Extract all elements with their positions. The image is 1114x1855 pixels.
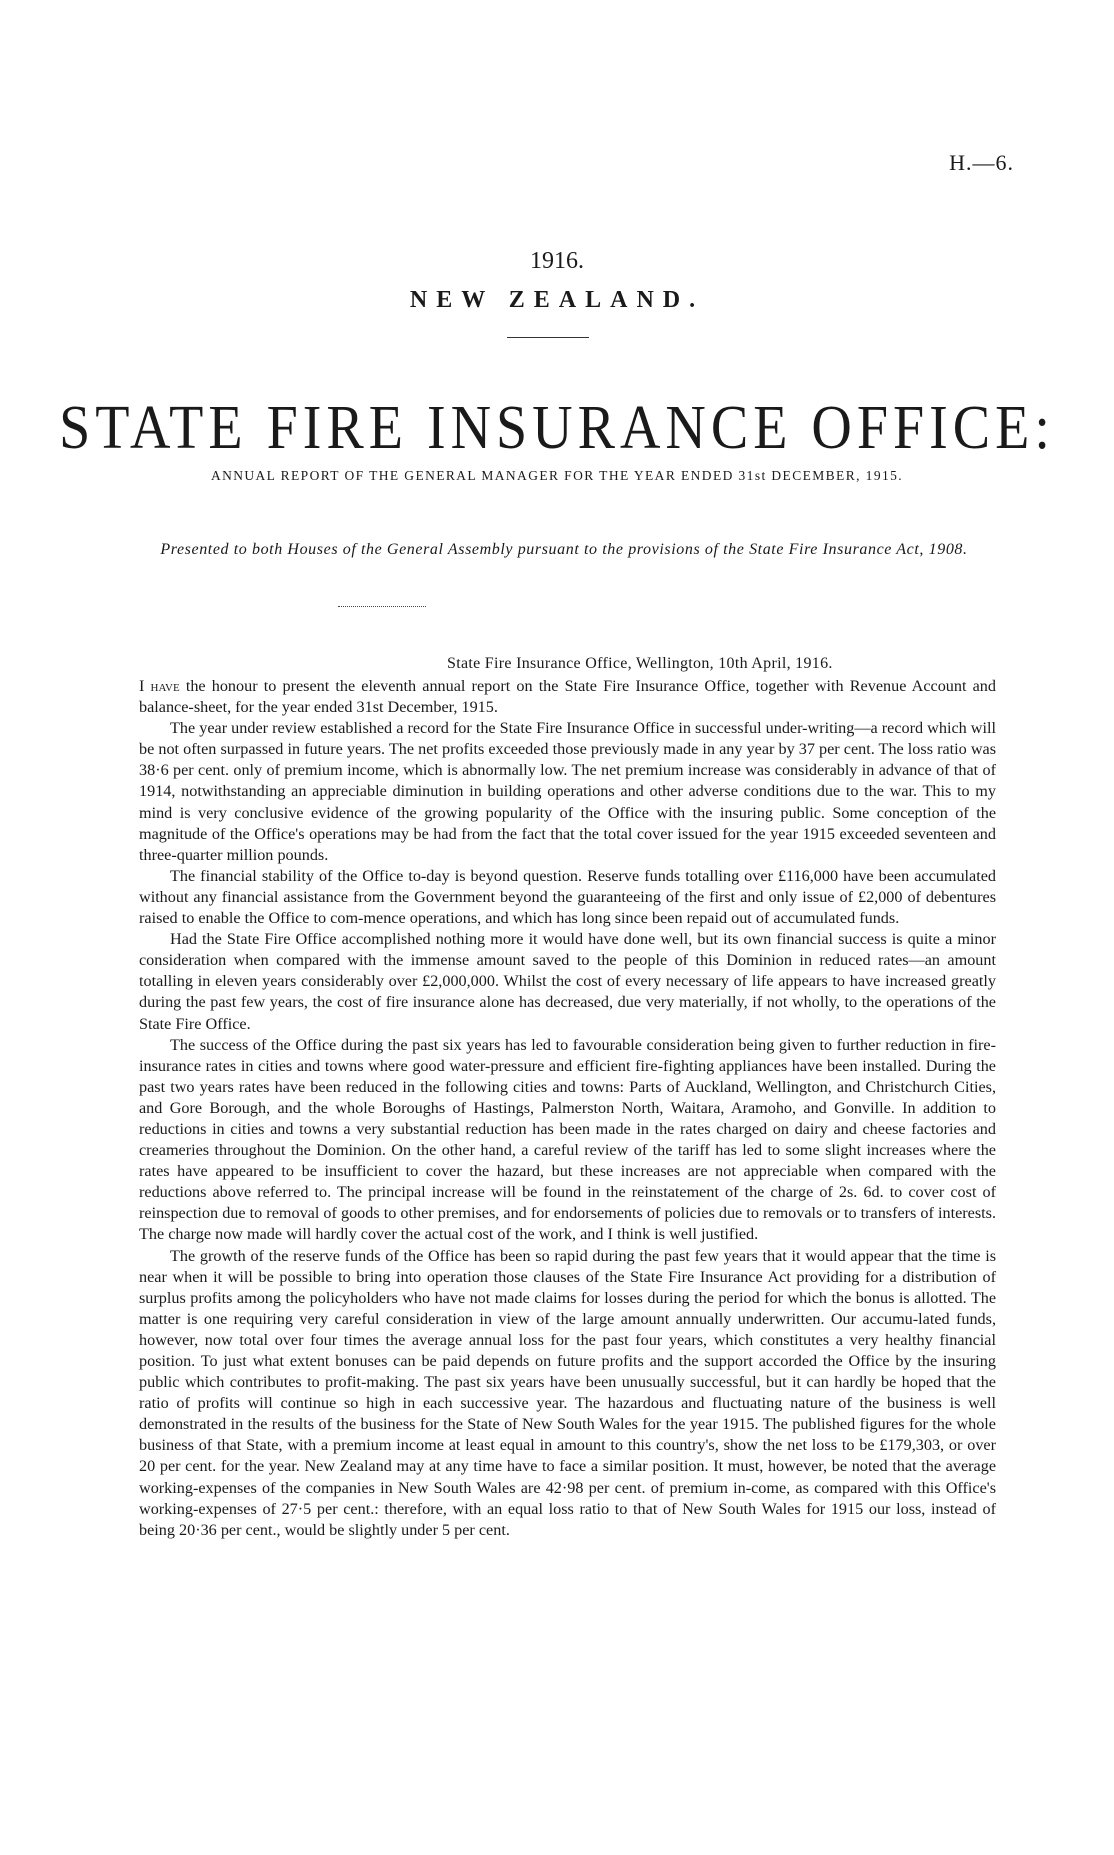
report-paragraph: The financial stability of the Office to-day is beyond question. Reserve funds totalling over £116,000 have been accumulated without any financial assistance from the Government beyond the guaranteeing of the first and only issue of £2,000 of debentures raised to enable the Office to com-mence operations, and which has long since been repaid out of accumulated funds.: [139, 866, 996, 928]
page-reference: H.—6.: [949, 150, 1014, 175]
presentation-note: Presented to both Houses of the General Assembly pursuant to the provisions of the State Fire Insurance Act, 1908.: [160, 541, 968, 558]
report-paragraph: The year under review established a record for the State Fire Insurance Office in successful under-writing—a record which will be not often surpassed in future years. The net profits exceeded those previously made in any year by 37 per cent. The loss ratio was 38·6 per cent. only of premium income, which is abnormally low. The net premium increase was considerably in advance of that of 1914, notwithstanding an appreciable diminution in building operations and other adverse conditions due to the war. This to my mind is very conclusive evidence of the growing popularity of the Office with the insuring public. Some conception of the magnitude of the Office's operations may be had from the fact that the total cover issued for the year 1915 exceeded seventeen and three-quarter million pounds.: [139, 719, 996, 864]
opening-words: I have: [139, 677, 180, 695]
report-paragraph: [139, 676, 996, 718]
report-paragraph: The growth of the reserve funds of the Office has been so rapid during the past few years that it would appear that the time is near when it will be possible to bring into operation those clauses of the State Fire Insurance Act providing for a distribution of surplus profits among the policyholders who have not made claims for losses during the period for which the bonus is allotted. The matter is one requiring very careful consideration in view of the large amount annually underwritten. Our accumu-lated funds, however, now total over four times the average annual loss for the past four years, which constitutes a very healthy financial position. To just what extent bonuses can be paid depends on future profits and the support accorded the Office by the insuring public which contributes to profit-making. The past six years have been unusually successful, but it can hardly be hoped that the ratio of profits will continue so high in each successive year. The hazardous and fluctuating nature of the business is well demonstrated in the results of the business for the State of New South Wales for the year 1915. The published figures for the whole business of that State, with a premium income at least equal in amount to this country's, show the net loss to be £179,303, or over 20 per cent. for the year. New Zealand may at any time have to face a similar position. It must, however, be noted that the average working-expenses of the companies in New South Wales are 42·98 per cent. of premium in-come, as compared with this Office's working-expenses of 27·5 per cent.: therefore, with an equal loss ratio to that of New South Wales for 1915 our loss, instead of being 20·36 per cent., would be slightly under 5 per cent.: [139, 1246, 996, 1539]
document-title: STATE FIRE INSURANCE OFFICE:: [59, 393, 1055, 463]
report-paragraph: Had the State Fire Office accomplished nothing more it would have done well, but its own financial success is quite a minor consideration when compared with the immense amount saved to the people of this Dominion in reduced rates—an amount totalling in eleven years considerably over £2,000,000. Whilst the cost of every necessary of life appears to have increased greatly during the past few years, the cost of fire insurance alone has decreased, due very materially, if not wholly, to the operations of the State Fire Office.: [139, 930, 996, 1033]
letter-dateline: State Fire Insurance Office, Wellington, 10th April, 1916.: [447, 655, 833, 672]
report-paragraph: The success of the Office during the past six years has led to favourable consideration being given to further reduction in fire-insurance rates in cities and towns where good water-pressure and efficient fire-fighting appliances have been installed. During the past two years rates have been reduced in the following cities and towns: Parts of Auckland, Wellington, and Christchurch Cities, and Gore Borough, and the whole Boroughs of Hastings, Palmerston North, Waitara, Aramoho, and Gonville. In addition to reductions in cities and towns a very substantial reduction has been made in the rates charged on dairy and cheese factories and creameries throughout the Dominion. On the other hand, a careful review of the tariff has led to some slight increases where the rates have appeared to be insufficient to cover the hazard, but these increases are not appreciable when compared with the reductions above referred to. The principal increase will be found in the reinstatement of the charge of 2s. 6d. to cover cost of reinspection due to removal of goods to other premises, and for endorsements of policies due to removals or to transfers of interests. The charge now made will hardly cover the actual cost of the work, and I think is well justified.: [139, 1035, 996, 1244]
heading-divider: [507, 337, 589, 338]
paragraph-text: the honour to present the eleventh annual report on the State Fire Insurance Office, together with Revenue Account and balance-sheet, for the year ended 31st December, 1915.: [139, 677, 996, 717]
report-year: 1916.: [530, 248, 584, 274]
document-subtitle: ANNUAL REPORT OF THE GENERAL MANAGER FOR THE YEAR ENDED 31st DECEMBER, 1915.: [210, 468, 904, 483]
section-divider: [338, 606, 426, 607]
country-heading: NEW ZEALAND.: [409, 287, 705, 313]
report-body: [139, 676, 996, 1541]
